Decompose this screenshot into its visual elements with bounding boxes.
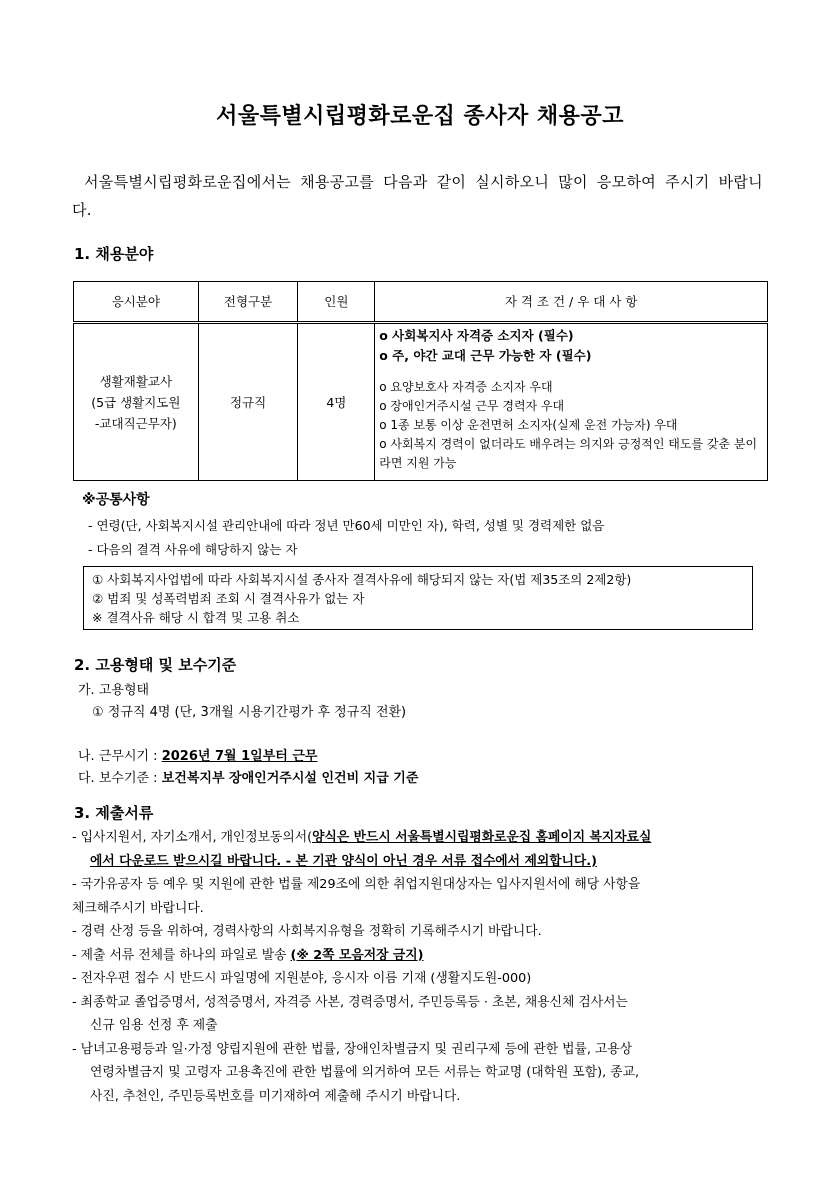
list-item — [72, 826, 772, 850]
intro-paragraph: 서울특별시립평화로운집에서는 채용공고를 다음과 같이 실시하오니 많이 응모하여 주시기 바랍니다. — [72, 173, 763, 219]
required-item: o 사회복지사 자격증 소지자 (필수) — [379, 328, 574, 343]
submission-documents-list — [72, 826, 772, 1108]
list-item-emphasis: 에서 다운로드 받으시길 바랍니다. - 본 기관 양식이 아닌 경우 서류 접수에서 제외합니다.) — [90, 853, 598, 869]
cell-type: 정규직 — [198, 323, 298, 481]
disqualification-item: ② 범죄 및 성폭력범죄 조회 시 결격사유가 없는 자 — [92, 591, 365, 606]
list-item — [72, 944, 772, 968]
cell-qualifications — [375, 323, 768, 481]
preferred-item: o 1종 보통 이상 운전면허 소지자(실제 운전 가능자) 우대 — [379, 418, 678, 432]
preferred-item: o 요양보호사 자격증 소지자 우대 — [379, 380, 553, 394]
cell-field — [74, 323, 199, 481]
salary-row — [78, 767, 418, 786]
list-item-emphasis: (※ 2쪽 모음저장 금지) — [290, 947, 424, 963]
disqualification-box — [83, 566, 753, 630]
disqualification-item: ※ 결격사유 해당 시 합격 및 고용 취소 — [92, 610, 300, 625]
header-type: 전형구분 — [198, 282, 298, 323]
list-item-emphasis: 양식은 반드시 서울특별시립평화로운집 홈페이지 복지자료실 — [312, 830, 652, 845]
common-item: - 연령(단, 사회복지시설 관리안내에 따라 정년 만60세 미만인 자), 학력, 성별 및 경력제한 없음 — [88, 518, 605, 533]
field-line: -교대직근무자) — [94, 415, 177, 431]
work-start-row — [78, 745, 317, 764]
employment-type-label: 가. 고용형태 — [78, 683, 150, 698]
section-1-heading: 1. 채용분야 — [74, 245, 154, 263]
header-qualifications: 자 격 조 건 / 우 대 사 항 — [375, 282, 768, 323]
list-item: - 남녀고용평등과 일·가정 양립지원에 관한 법률, 장애인차별금지 및 권리구제 등에 관한 법률, 고용상 — [72, 1041, 633, 1057]
table-header-row — [74, 282, 768, 323]
document-title: 서울특별시립평화로운집 종사자 채용공고 — [216, 104, 624, 129]
list-item-text: - 제출 서류 전체를 하나의 파일로 발송 — [72, 947, 291, 963]
preferred-item: o 장애인거주시설 근무 경력자 우대 — [379, 399, 565, 413]
disqualification-item: ① 사회복지사업법에 따라 사회복지시설 종사자 결격사유에 해당되지 않는 자(법 제35조의 2제2항) — [92, 572, 632, 587]
field-line: 생활재활교사 — [99, 373, 173, 389]
table-row — [74, 323, 768, 481]
list-item-text: - 입사지원서, 자기소개서, 개인정보동의서( — [72, 830, 313, 845]
list-item-continuation — [72, 850, 772, 874]
list-item-continuation: 체크해주시기 바랍니다. — [72, 900, 204, 916]
recruitment-table — [73, 281, 768, 481]
list-item-continuation: 연령차별금지 및 고령자 고용촉진에 관한 법률에 의거하여 모든 서류는 학교명 (대학원 포함), 종교, — [90, 1065, 640, 1080]
work-start-value: 2026년 7월 1일부터 근무 — [161, 749, 318, 764]
salary-value: 보건복지부 장애인거주시설 인건비 지급 기준 — [161, 771, 419, 786]
list-item-continuation: 사진, 추천인, 주민등록번호를 미기재하여 제출해 주시기 바랍니다. — [90, 1088, 461, 1104]
cell-count: 4명 — [298, 323, 375, 481]
section-3-heading: 3. 제출서류 — [74, 804, 154, 822]
work-start-label: 나. 근무시기 : — [78, 749, 158, 764]
list-item: - 국가유공자 등 예우 및 지원에 관한 법률 제29조에 의한 취업지원대상자는 입사지원서에 해당 사항을 — [72, 877, 641, 892]
salary-label: 다. 보수기준 : — [78, 771, 158, 786]
list-item: - 전자우편 접수 시 반드시 파일명에 지원분야, 응시자 이름 기재 (생활지도원-000) — [72, 971, 532, 986]
required-item: o 주, 야간 교대 근무 가능한 자 (필수) — [379, 348, 592, 363]
field-line: (5급 생활지도원 — [91, 394, 181, 410]
list-item-continuation: 신규 임용 선정 후 제출 — [90, 1018, 218, 1033]
common-requirements-heading: ※공통사항 — [82, 492, 150, 508]
header-count: 인원 — [298, 282, 375, 323]
section-2-heading: 2. 고용형태 및 보수기준 — [74, 656, 237, 674]
common-item: - 다음의 결격 사유에 해당하지 않는 자 — [88, 542, 298, 557]
list-item: - 경력 산정 등을 위하여, 경력사항의 사회복지유형을 정확히 기록해주시기 바랍니다. — [72, 924, 542, 939]
preferred-item: o 사회복지 경력이 없더라도 배우려는 의지와 긍정적인 태도를 갖춘 분이라면 지원 가능 — [379, 437, 758, 470]
employment-type-item: ① 정규직 4명 (단, 3개월 시용기간평가 후 정규직 전환) — [92, 705, 407, 720]
header-field: 응시분야 — [74, 282, 199, 323]
list-item: - 최종학교 졸업증명서, 성적증명서, 자격증 사본, 경력증명서, 주민등록등 · 초본, 채용신체 검사서는 — [72, 994, 628, 1010]
